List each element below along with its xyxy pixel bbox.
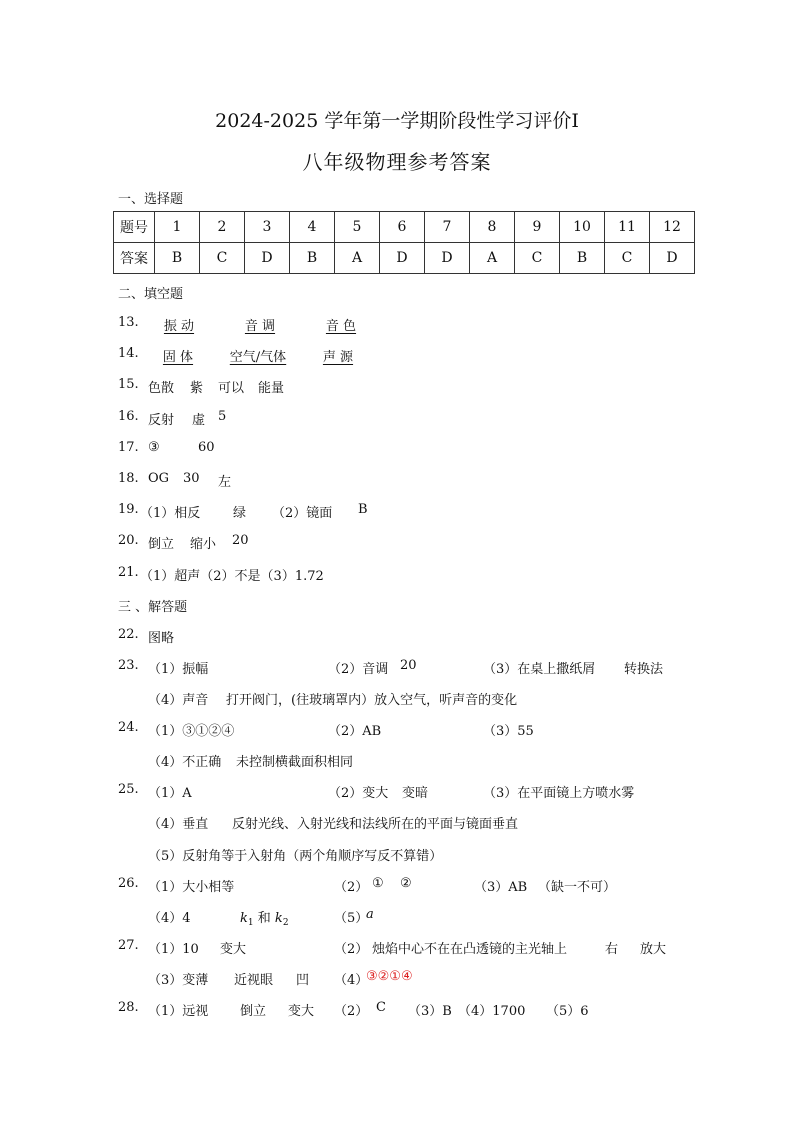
question-number: 16. [118, 409, 139, 424]
question-number: 25. [118, 782, 139, 797]
question-number: 14. [118, 346, 139, 361]
table-row-answers [114, 243, 695, 274]
table-cell: D [380, 243, 425, 274]
question-number: 21. [118, 565, 139, 580]
answer-text: 倒立 [148, 537, 175, 552]
answer-text: （2）变大 [328, 786, 389, 801]
answer-text: （1）相反 [140, 506, 201, 521]
answer-text: （3）AB [474, 880, 528, 895]
answer-text: （1）A [148, 786, 192, 801]
answer-line-23 [0, 658, 794, 676]
table-cell: 2 [200, 212, 245, 243]
table-cell: A [335, 243, 380, 274]
answer-text: 5 [218, 409, 227, 424]
answer-text: 放大 [640, 942, 667, 957]
table-cell: D [650, 243, 695, 274]
page-title: 2024-2025 学年第一学期阶段性学习评价I [215, 110, 579, 132]
table-cell: 5 [335, 212, 380, 243]
answer-line-20 [0, 533, 794, 551]
answer-line-26b [0, 907, 794, 928]
answer-text: （1）大小相等 [148, 880, 235, 895]
table-row-numbers [114, 212, 695, 243]
answer-text: 打开阀门，(往玻璃罩内）放入空气，听声音的变化 [226, 693, 518, 708]
answer-text: 右 [605, 942, 619, 957]
answer-text: （5）6 [546, 1004, 589, 1019]
answer-blank: 振 动 [163, 319, 195, 334]
answer-text: （3）在平面镜上方喷水雾 [483, 786, 635, 801]
answer-line-25 [0, 782, 794, 800]
answer-text: （4） [334, 973, 369, 988]
answer-line-26 [0, 876, 794, 894]
answer-text: ① [372, 876, 384, 891]
answer-text: 反射光线、入射光线和法线所在的平面与镜面垂直 [232, 817, 519, 832]
question-number: 22. [118, 627, 139, 642]
answer-text: 倒立 [240, 1004, 267, 1019]
answer-line-22 [0, 627, 794, 645]
answer-line-28 [0, 1000, 794, 1018]
answer-line-27b [0, 969, 794, 987]
question-number: 17. [118, 440, 139, 455]
answer-text: （5）反射角等于入射角（两个角顺序写反不算错） [148, 849, 443, 864]
answer-line-18 [0, 471, 794, 489]
answer-line-21 [0, 565, 794, 583]
answer-blank: 音 色 [325, 319, 357, 334]
answer-text: （1）振幅 [148, 662, 209, 677]
answer-line-13 [0, 315, 794, 333]
answer-line-25b [0, 813, 794, 831]
table-cell: 4 [290, 212, 335, 243]
answer-text: （4）1700 [458, 1004, 526, 1019]
answer-text: （3）B [408, 1004, 452, 1019]
answer-text: B [358, 502, 368, 517]
answer-text: 虚 [192, 413, 206, 428]
answer-text: （1）③①②④ [148, 724, 235, 739]
table-cell: 1 [155, 212, 200, 243]
answer-table [113, 211, 695, 274]
answer-text: 烛焰中心不在在凸透镜的主光轴上 [372, 942, 568, 957]
section-heading-choice: 一、选择题 [118, 192, 184, 207]
answer-blank: 声 源 [322, 350, 354, 365]
table-cell: 8 [470, 212, 515, 243]
answer-line-23b [0, 689, 794, 707]
answer-text: （1）10 [148, 942, 199, 957]
answer-text: 绿 [233, 506, 247, 521]
highlighted-answer: ③②①④ [366, 969, 413, 984]
answer-text: （1）超声（2）不是（3）1.72 [140, 569, 324, 584]
question-number: 28. [118, 1000, 139, 1015]
answer-text: （3）在桌上撒纸屑 [483, 662, 596, 677]
answer-formula [240, 907, 289, 928]
answer-text: 30 [183, 471, 200, 486]
answer-text: 反射 [148, 413, 175, 428]
answer-text: 紫 [190, 381, 204, 396]
answer-text: 未控制横截面积相同 [236, 755, 354, 770]
answer-text: （4）4 [148, 911, 191, 926]
answer-line-19 [0, 502, 794, 520]
answer-text: （2）音调 [328, 662, 389, 677]
answer-text: OG [148, 471, 170, 486]
answer-blank: 音 调 [244, 319, 276, 334]
answer-text: （2） [334, 880, 369, 895]
answer-line-24 [0, 720, 794, 738]
answer-text: 20 [400, 658, 417, 673]
table-cell: C [605, 243, 650, 274]
question-number: 26. [118, 876, 139, 891]
answer-text: （4）不正确 [148, 755, 222, 770]
answer-text: 缩小 [190, 537, 217, 552]
answer-text: （4）声音 [148, 693, 209, 708]
answer-text: 变暗 [402, 786, 429, 801]
table-cell: B [560, 243, 605, 274]
answer-line-16 [0, 409, 794, 427]
answer-line-17 [0, 440, 794, 458]
question-number: 18. [118, 471, 139, 486]
answer-text: （4）垂直 [148, 817, 209, 832]
answer-text: 近视眼 [234, 973, 274, 988]
answer-text: 能量 [258, 381, 285, 396]
table-cell: C [515, 243, 560, 274]
table-cell: 10 [560, 212, 605, 243]
table-cell: B [290, 243, 335, 274]
table-cell: A [470, 243, 515, 274]
table-cell: D [245, 243, 290, 274]
row-label: 答案 [114, 243, 155, 274]
answer-text: （2） [334, 1004, 369, 1019]
answer-text: （3）55 [483, 724, 534, 739]
question-number: 19. [118, 502, 139, 517]
answer-text: 变大 [288, 1004, 315, 1019]
answer-text: 变大 [220, 942, 247, 957]
variable-k: k [274, 911, 283, 926]
table-cell: 12 [650, 212, 695, 243]
answer-text: （3）变薄 [148, 973, 209, 988]
answer-line-25c [0, 845, 794, 863]
answer-text: 可以 [218, 381, 245, 396]
answer-line-24b [0, 751, 794, 769]
answer-line-27 [0, 938, 794, 956]
conjunction: 和 [257, 911, 271, 926]
question-number: 15. [118, 377, 139, 392]
table-cell: 6 [380, 212, 425, 243]
answer-text: 60 [198, 440, 215, 455]
answer-text: 转换法 [624, 662, 664, 677]
answer-text: （2）镜面 [272, 506, 333, 521]
variable-k: k [240, 911, 248, 926]
question-number: 24. [118, 720, 139, 735]
answer-text: （2） [334, 942, 369, 957]
answer-text: ③ [148, 440, 160, 455]
subscript: 1 [247, 918, 254, 928]
table-cell: 3 [245, 212, 290, 243]
table-cell: 7 [425, 212, 470, 243]
question-number: 20. [118, 533, 139, 548]
question-number: 13. [118, 315, 139, 330]
answer-text: 凹 [296, 973, 310, 988]
answer-blank: 固 体 [162, 350, 194, 365]
table-cell: 11 [605, 212, 650, 243]
answer-blank: 空气/气体 [229, 350, 287, 365]
answer-text: （1）远视 [148, 1004, 209, 1019]
page-subtitle: 八年级物理参考答案 [302, 150, 492, 174]
section-heading-fill: 二、填空题 [118, 287, 184, 302]
answer-line-15 [0, 377, 794, 395]
answer-text: C [376, 1000, 386, 1015]
row-label: 题号 [114, 212, 155, 243]
table-cell: 9 [515, 212, 560, 243]
answer-text: 色散 [148, 381, 175, 396]
question-number: 23. [118, 658, 139, 673]
table-cell: D [425, 243, 470, 274]
answer-text: （缺一不可） [538, 880, 617, 895]
answer-text: 20 [232, 533, 249, 548]
subscript: 2 [282, 918, 289, 928]
table-cell: C [200, 243, 245, 274]
answer-text: （5） [334, 911, 369, 926]
answer-text: 左 [218, 475, 232, 490]
section-heading-solve: 三 、解答题 [118, 600, 188, 615]
answer-text: 图略 [148, 631, 175, 646]
answer-text: a [366, 907, 374, 922]
table-cell: B [155, 243, 200, 274]
answer-text: ② [400, 876, 412, 891]
question-number: 27. [118, 938, 139, 953]
answer-text: （2）AB [328, 724, 382, 739]
answer-line-14 [0, 346, 794, 364]
